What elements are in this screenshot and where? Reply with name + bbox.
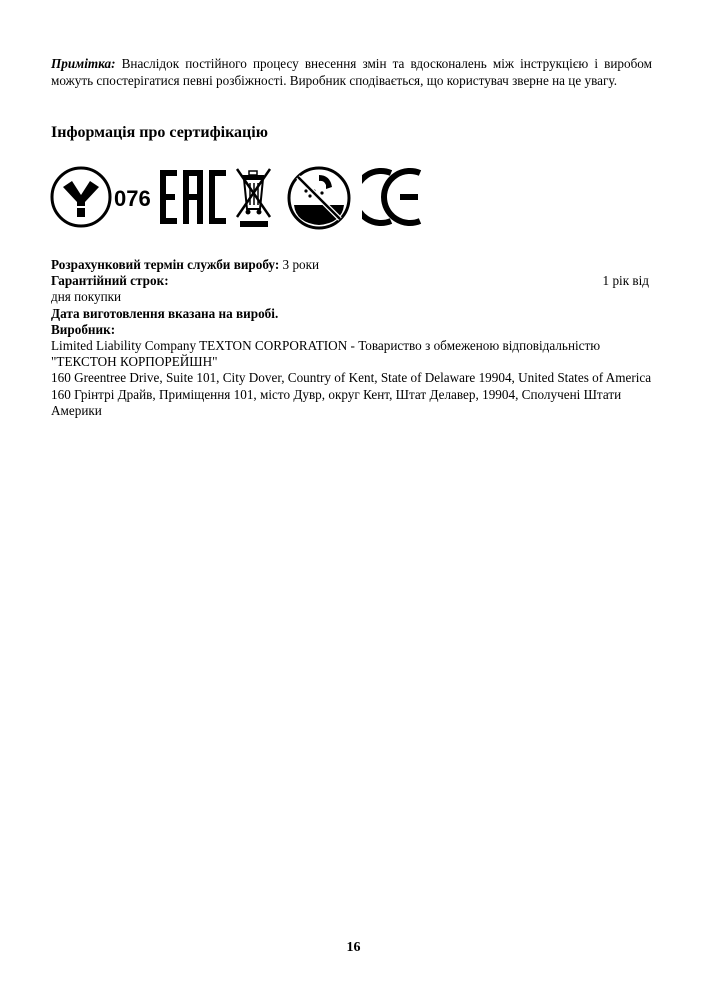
manufacturer-address-ua: 160 Грінтрі Драйв, Приміщення 101, місто Дувр, округ Кент, Штат Делавер, 19904, Сполучені Штати Америки: [51, 386, 622, 418]
ua-code-text: 076: [114, 186, 151, 211]
warranty-value: 1 рік від: [602, 273, 649, 289]
ukrsepro-mark-icon: [50, 165, 154, 229]
product-info: [51, 257, 653, 419]
note-label: Примітка:: [51, 56, 116, 71]
manufacturer-label: Виробник:: [51, 321, 116, 337]
warranty-row: [51, 273, 653, 289]
no-water-bath-icon: [286, 165, 352, 231]
certification-heading: Інформація про сертифікацію: [51, 124, 268, 141]
weee-crossed-bin-icon: [234, 165, 274, 229]
note-text: Внаслідок постійного процесу внесення змін та вдосконалень між інструкцією і виробом можуть спостерігатися певні розбіжності. Виробник сподівається, що користувач зверне на це увагу.: [51, 56, 652, 88]
ce-mark-icon: [362, 165, 426, 229]
manufacturer-address-en: 160 Greentree Drive, Suite 101, City Dover, Country of Kent, State of Delaware 19904, United States of America: [51, 370, 652, 386]
page-number: 16: [346, 940, 361, 955]
manufacturer-company: Limited Liability Company TEXTON CORPORATION - Товариство з обмеженою відповідальністю "ТЕКСТОН КОРПОРЕЙШН": [51, 338, 601, 370]
service-life-label: Розрахунковий термін служби виробу:: [51, 257, 280, 272]
warranty-label: Гарантійний строк:: [51, 273, 169, 289]
service-life-row: [51, 257, 653, 273]
manufacture-date: Дата виготовлення вказана на виробі.: [51, 305, 279, 321]
note-paragraph: [51, 55, 652, 89]
service-life-value: 3 роки: [279, 257, 320, 272]
eac-mark-icon: [160, 165, 228, 229]
warranty-row-continued: дня покупки: [51, 289, 122, 305]
